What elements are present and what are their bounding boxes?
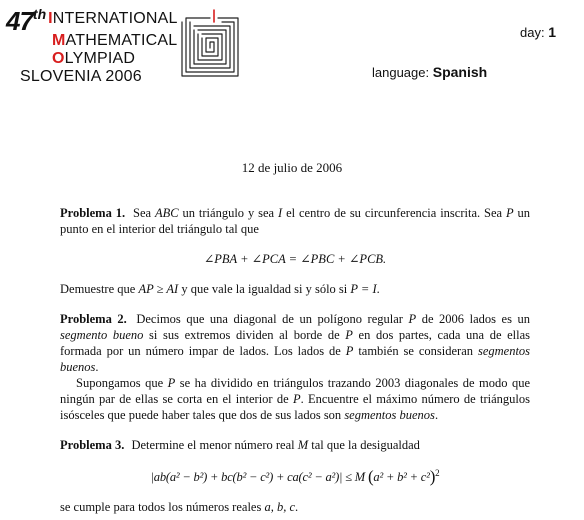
problem-3-inequality: |ab(a² − b²) + bc(b² − c²) + ca(c² − a²)| ≤ M $(a^2 + b^2 + c^2)^2$ <box>150 467 440 487</box>
logo-number: 47 <box>6 6 33 36</box>
day-value: 1 <box>548 24 556 40</box>
problem-2-statement: Problema 2. Decimos que una diagonal de un polígono regular P de 2006 lados es un segmento bueno si sus extremos dividen al borde de P en dos partes, cada una de ellas formada por un número impar de lados. Los lados de P también se consideran segmentos buenos. <box>60 312 531 374</box>
problem-2-title: Problema 2. <box>60 312 127 326</box>
problem-1-equation: ∠PBA + ∠PCA = ∠PBC + ∠PCB. <box>203 252 387 266</box>
logo-line-3: OLYMPIAD <box>52 50 136 67</box>
problem-1-statement: Problema 1. Sea ABC un triángulo y sea I el centro de su circunferencia inscrita. Sea P un punto en el interior del triángulo tal que <box>60 206 531 236</box>
problems-content <box>60 205 530 515</box>
imo-logo-text <box>6 6 178 86</box>
exam-date: 12 de julio de 2006 <box>241 160 343 175</box>
problem-1-conclusion: Demuestre que AP ≥ AI y que vale la igualdad si y sólo si P = I. <box>60 282 380 296</box>
maze-logo-icon <box>178 8 242 80</box>
language-label: language: Spanish <box>372 64 488 80</box>
problem-3-title: Problema 3. <box>60 438 125 452</box>
logo-line-4: SLOVENIA 2006 <box>20 68 142 85</box>
logo-ordinal: th <box>32 6 47 22</box>
problem-1-title: Problema 1. <box>60 206 126 220</box>
day-label: day: 1 <box>520 24 556 40</box>
header <box>0 0 584 90</box>
problem-2-question: Supongamos que P se ha dividido en triángulos trazando 2003 diagonales de modo que ningún par de ellas se corta en el interior de P. Encuentre el máximo número de triángulos isósceles que puede haber tales que dos de sus lados son segmentos buenos. <box>60 376 531 422</box>
problem-3-statement: Problema 3. Determine el menor número real M tal que la desigualdad <box>60 438 420 452</box>
problem-3-conclusion: se cumple para todos los números reales a, b, c. <box>60 500 299 515</box>
logo-line-2: MATHEMATICAL <box>52 32 178 49</box>
language-value: Spanish <box>432 64 488 80</box>
logo-line-1 <box>6 6 178 36</box>
logo-word-international: INTERNATIONAL <box>48 10 178 27</box>
